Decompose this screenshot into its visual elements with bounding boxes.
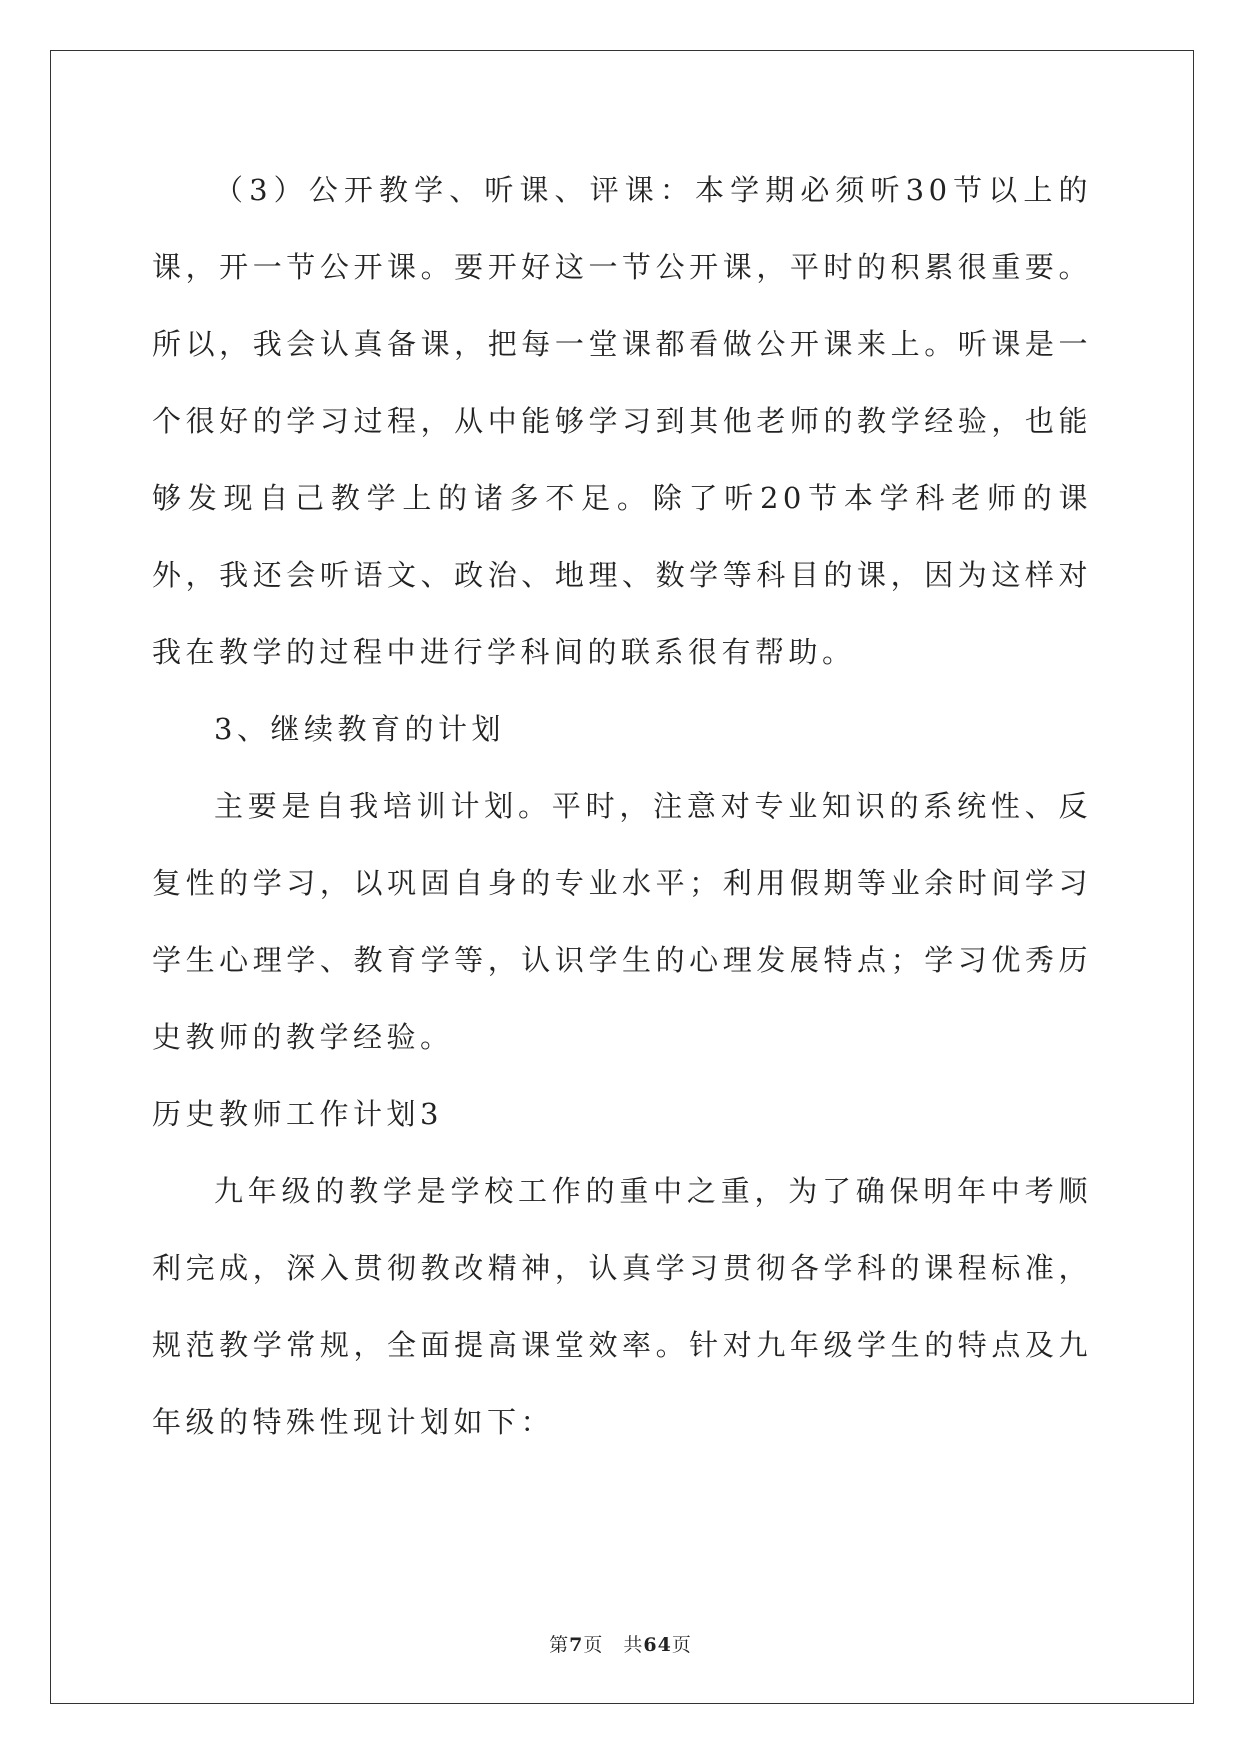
footer-current-page: 7 — [569, 1634, 584, 1656]
paragraph-open-teaching: （3）公开教学、听课、评课：本学期必须听30节以上的课，开一节公开课。要开好这一节公开课，平时的积累很重要。所以，我会认真备课，把每一堂课都看做公开课来上。听课是一个很好的学习过程，从中能够学习到其他老师的教学经验，也能够发现自己教学上的诸多不足。除了听20节本学科老师的课外，我还会听语文、政治、地理、数学等科目的课，因为这样对我在教学的过程中进行学科间的联系很有帮助。 — [152, 173, 1092, 669]
paragraph-self-training: 主要是自我培训计划。平时，注意对专业知识的系统性、反复性的学习，以巩固自身的专业水平；利用假期等业余时间学习学生心理学、教育学等，认识学生的心理发展特点；学习优秀历史教师的教学经验。 — [152, 789, 1092, 1054]
page-footer — [0, 1630, 1241, 1657]
section-heading-continuing-education: 3、继续教育的计划 — [214, 712, 505, 746]
paragraph-grade-nine: 九年级的教学是学校工作的重中之重，为了确保明年中考顺利完成，深入贯彻教改精神，认真学习贯彻各学科的课程标准，规范教学常规，全面提高课堂效率。针对九年级学生的特点及九年级的特殊性现计划如下： — [152, 1174, 1092, 1439]
footer-mid: 页 共 — [583, 1634, 644, 1656]
footer-total-pages: 64 — [643, 1634, 672, 1656]
footer-prefix: 第 — [549, 1634, 570, 1656]
document-body — [152, 152, 1092, 1461]
footer-suffix: 页 — [671, 1634, 692, 1656]
document-title-plan-3: 历史教师工作计划3 — [152, 1097, 443, 1131]
